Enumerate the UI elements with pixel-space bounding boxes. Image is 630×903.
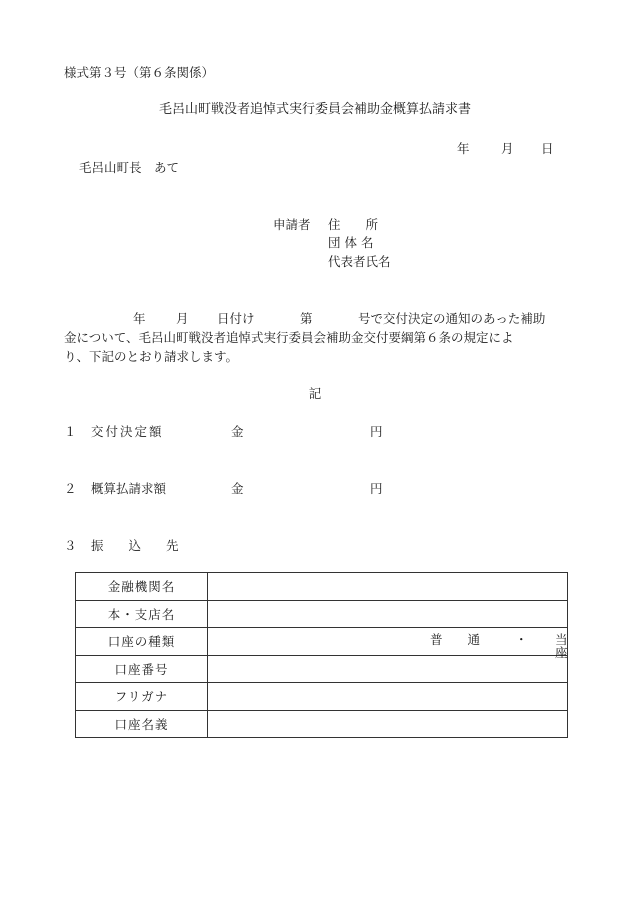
body-line1-year: 年 — [133, 311, 146, 326]
account-type-label: 口座の種類 — [76, 628, 208, 656]
item-1-currency-prefix: 金 — [231, 424, 244, 439]
bank-name-value[interactable] — [208, 573, 568, 601]
table-row — [76, 573, 568, 601]
branch-name-label: 本・支店名 — [76, 600, 208, 628]
applicant-group-label: 団 体 名 — [328, 235, 374, 250]
item-2-unit: 円 — [370, 481, 383, 496]
date-month: 月 — [501, 141, 514, 156]
page-title: 毛呂山町戦没者追悼式実行委員会補助金概算払請求書 — [158, 102, 471, 117]
account-type-separator: ・ — [515, 632, 528, 648]
table-row — [76, 683, 568, 711]
furigana-label: フリガナ — [76, 683, 208, 711]
table-row — [76, 600, 568, 628]
item-2-label: 概算払請求額 — [91, 481, 167, 496]
account-type-value — [208, 628, 593, 660]
account-holder-value[interactable] — [208, 710, 568, 738]
form-label: 様式第３号（第６条関係） — [64, 65, 215, 80]
account-holder-label: 口座名義 — [76, 710, 208, 738]
body-line1-text: 号で交付決定の通知のあった補助 — [358, 311, 546, 326]
applicant-address-label: 住 所 — [328, 217, 379, 232]
body-line2: 金について、毛呂山町戦没者追悼式実行委員会補助金交付要綱第６条の規定によ — [64, 330, 514, 345]
applicant-representative-label: 代表者氏名 — [328, 254, 391, 269]
table-row — [76, 710, 568, 738]
table-row — [76, 628, 568, 656]
bank-table — [75, 572, 593, 738]
item-3-label: 振 込 先 — [91, 538, 179, 553]
account-number-label: 口座番号 — [76, 655, 208, 683]
furigana-value[interactable] — [208, 683, 568, 711]
body-line1-date: 日付け — [217, 311, 255, 326]
item-1-number: １ — [64, 424, 77, 439]
item-2-number: ２ — [64, 481, 77, 496]
applicant-label: 申請者 — [273, 217, 311, 232]
account-number-value[interactable] — [208, 655, 568, 683]
account-type-checking[interactable]: 当 座 — [555, 632, 593, 660]
item-1-label: 交付決定額 — [91, 424, 164, 439]
body-line1-month: 月 — [176, 311, 189, 326]
branch-name-value[interactable] — [208, 600, 568, 628]
addressee: 毛呂山町長 あて — [79, 160, 180, 175]
ki-heading: 記 — [308, 386, 322, 401]
date-day: 日 — [541, 141, 554, 156]
date-year: 年 — [457, 141, 470, 156]
body-line3: り、下記のとおり請求します。 — [64, 349, 239, 364]
bank-name-label: 金融機関名 — [76, 573, 208, 601]
body-line1-dai: 第 — [300, 311, 313, 326]
account-type-ordinary[interactable]: 普 通 — [430, 632, 481, 648]
table-row — [76, 655, 568, 683]
item-3-number: ３ — [64, 538, 77, 553]
item-1-unit: 円 — [370, 424, 383, 439]
item-2-currency-prefix: 金 — [231, 481, 244, 496]
